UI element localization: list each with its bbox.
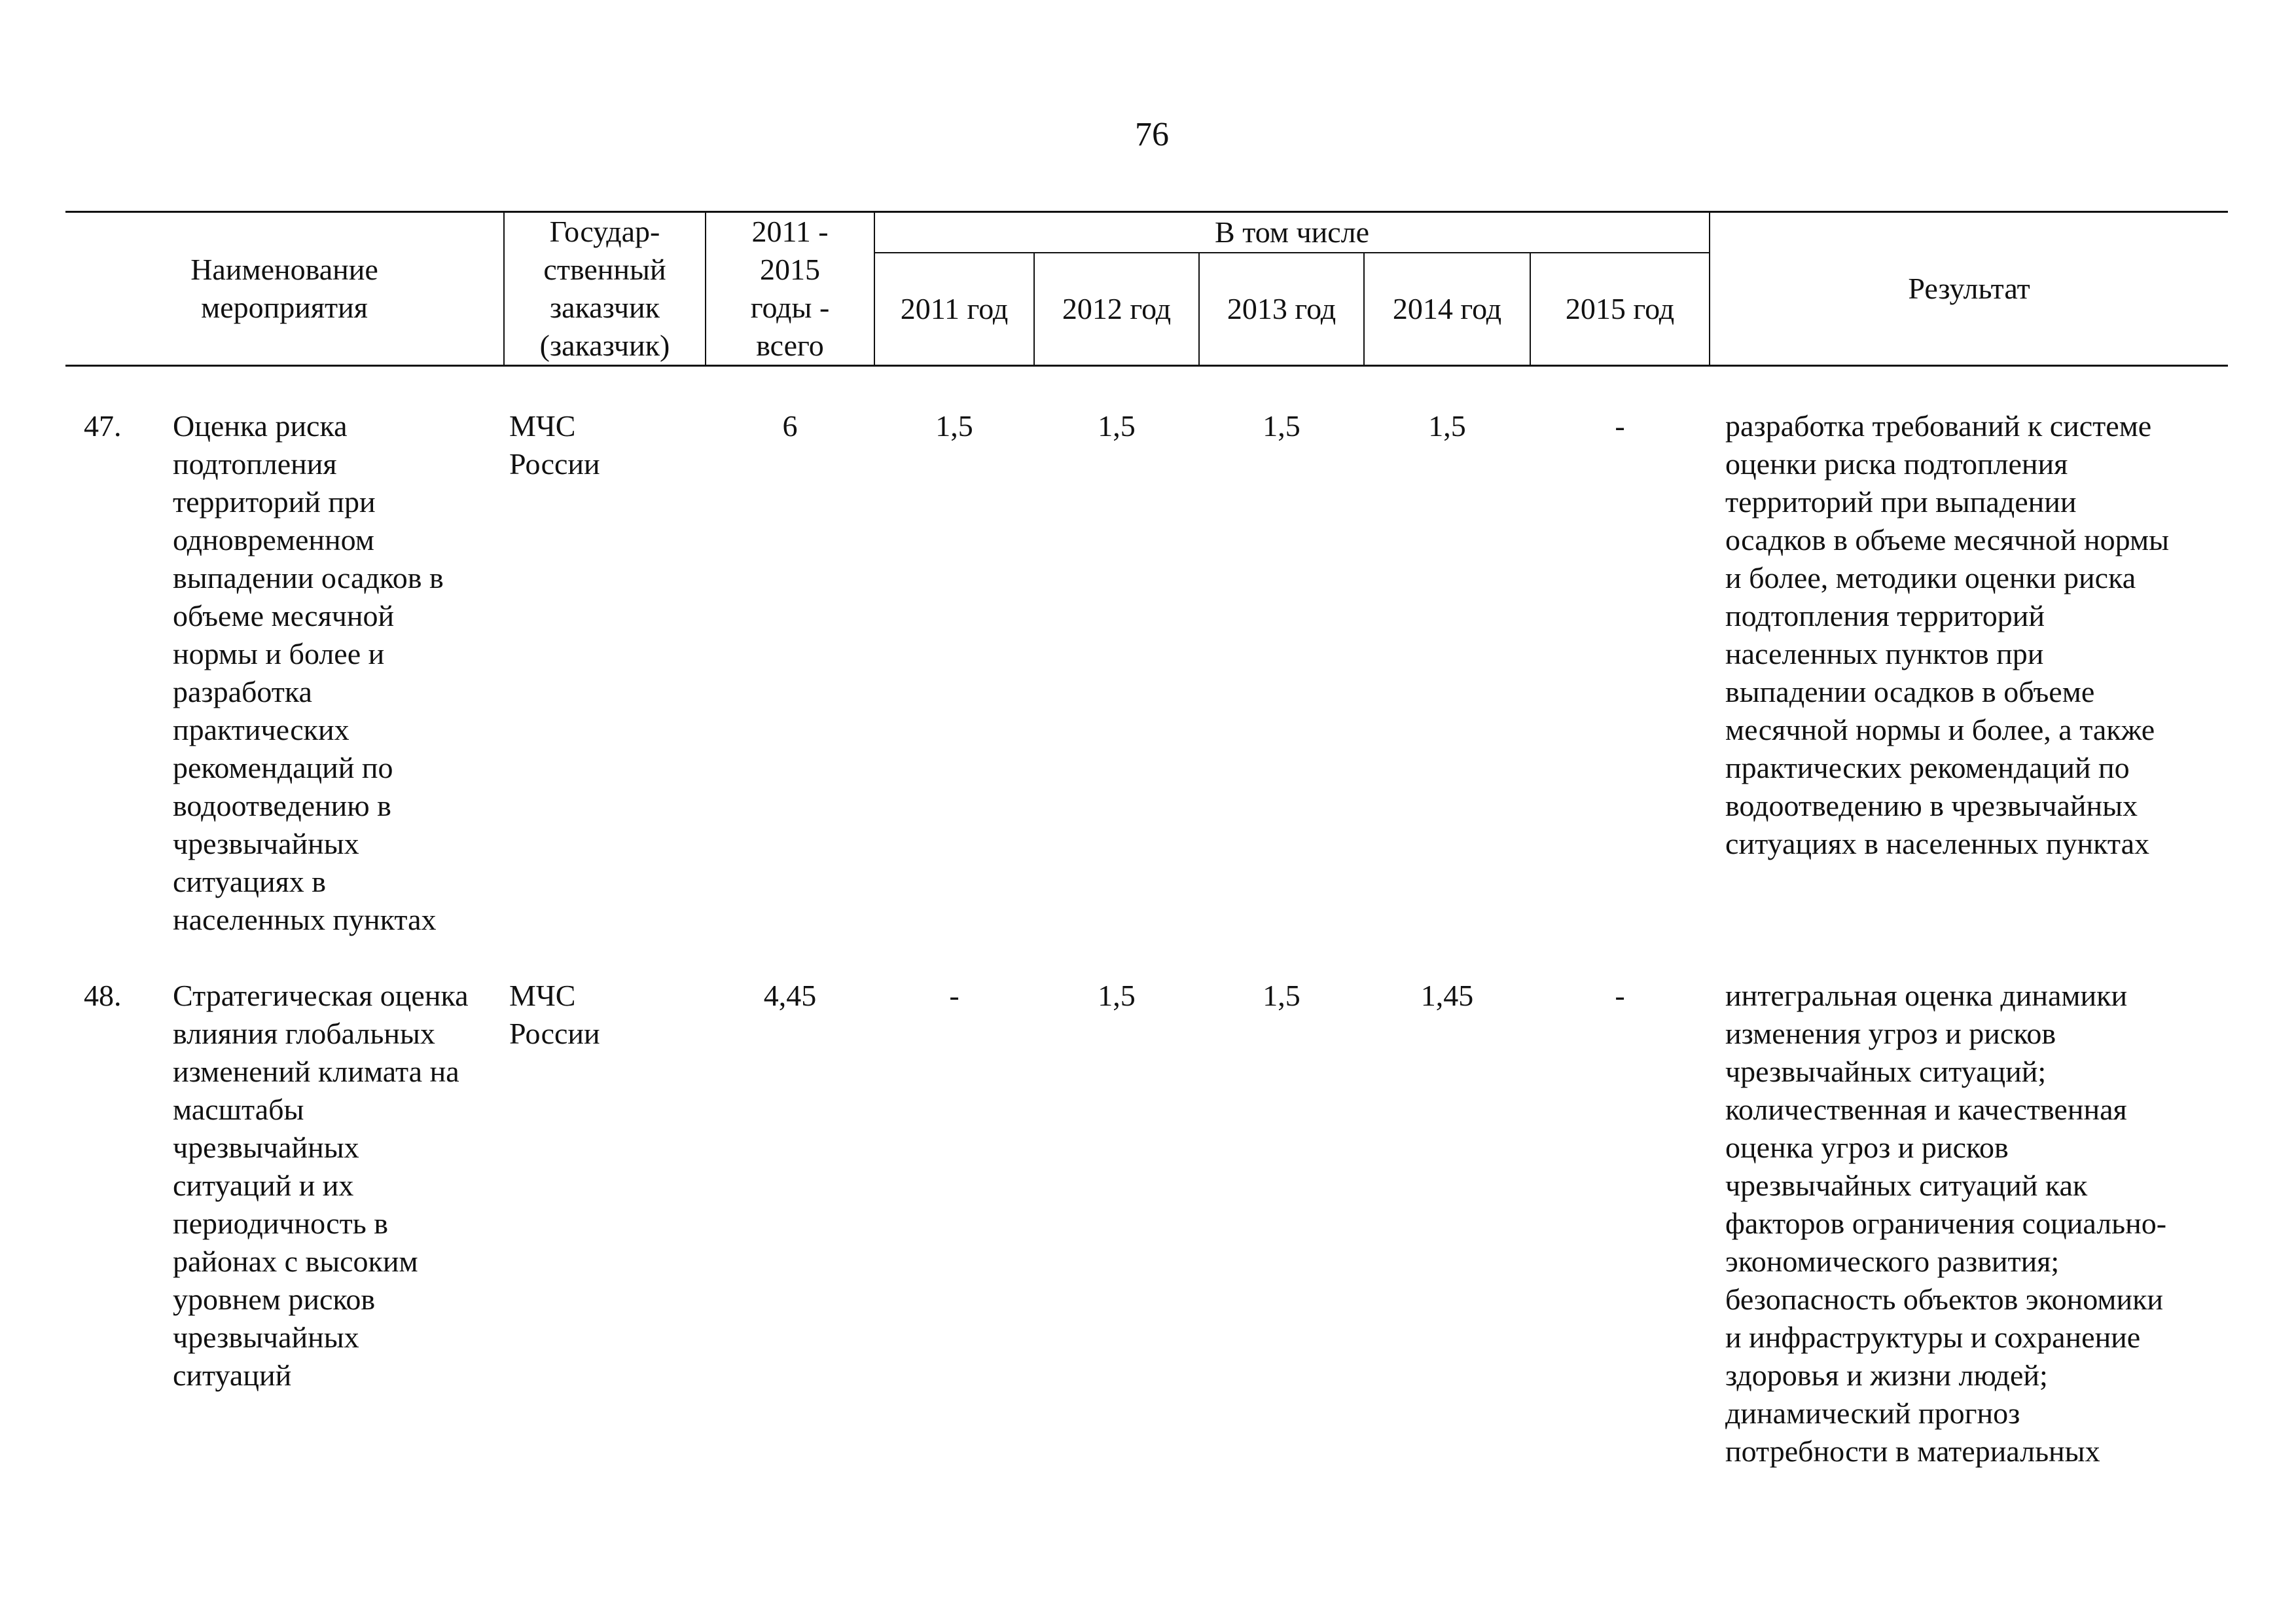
row-number: 47. bbox=[84, 409, 122, 443]
header-year-2013: 2013 год bbox=[1199, 253, 1364, 366]
header-total: 2011 - 2015 годы - всего bbox=[706, 212, 874, 366]
row-customer: МЧС России bbox=[509, 409, 600, 481]
header-customer: Государ- ственный заказчик (заказчик) bbox=[504, 212, 706, 366]
header-name: Наименование мероприятия bbox=[65, 212, 504, 366]
header-result: Результат bbox=[1710, 212, 2228, 366]
table-header bbox=[65, 212, 2228, 366]
row-y2013: 1,5 bbox=[1263, 979, 1300, 1012]
table-body bbox=[65, 366, 2228, 1471]
row-result: разработка требований к системе оценки риска подтопления территорий при выпадении осадков в объеме месячной нормы и более, методики оценки риска подтопления территорий населенных пунктов при выпадении осадков в объеме месячной нормы и более, а также практических рекомендаций по водоотведению в чрезвычайных ситуациях в населенных пунктах bbox=[1725, 409, 2169, 860]
row-y2011: - bbox=[949, 979, 960, 1012]
header-including: В том числе bbox=[874, 212, 1710, 253]
row-total: 6 bbox=[782, 409, 798, 443]
page-number: 76 bbox=[1135, 116, 1169, 153]
header-year-2012: 2012 год bbox=[1034, 253, 1199, 366]
row-total: 4,45 bbox=[763, 979, 817, 1012]
row-y2015: - bbox=[1615, 979, 1625, 1012]
row-y2012: 1,5 bbox=[1098, 409, 1136, 443]
header-year-2014: 2014 год bbox=[1364, 253, 1530, 366]
row-result: интегральная оценка динамики изменения угроз и рисков чрезвычайных ситуаций; количественная и качественная оценка угроз и рисков чрезвычайных ситуаций как факторов ограничения социально- экономического развития; безопасность объектов экономики и инфраструктуры и сохранение здоровья и жизни людей; динамический прогноз потребности в материальных bbox=[1725, 979, 2167, 1468]
row-y2012: 1,5 bbox=[1098, 979, 1136, 1012]
header-year-2011: 2011 год bbox=[874, 253, 1034, 366]
row-name: Оценка риска подтопления территорий при одновременном выпадении осадков в объеме месячной нормы и более и разработка практических рекомендаций по водоотведению в чрезвычайных ситуациях в населенных пунктах bbox=[173, 409, 444, 936]
row-y2011: 1,5 bbox=[935, 409, 973, 443]
table-row bbox=[65, 407, 2228, 939]
row-name: Стратегическая оценка влияния глобальных изменений климата на масштабы чрезвычайных ситуаций и их периодичность в районах с высоким уровнем рисков чрезвычайных ситуаций bbox=[173, 979, 469, 1392]
row-y2013: 1,5 bbox=[1263, 409, 1300, 443]
row-number: 48. bbox=[84, 979, 122, 1012]
measures-table bbox=[65, 211, 2228, 1470]
row-y2015: - bbox=[1615, 409, 1625, 443]
table-row bbox=[65, 977, 2228, 1470]
header-year-2015: 2015 год bbox=[1530, 253, 1710, 366]
row-customer: МЧС России bbox=[509, 979, 600, 1050]
row-name-cell bbox=[65, 407, 504, 939]
row-name-cell bbox=[65, 977, 504, 1470]
row-y2014: 1,5 bbox=[1428, 409, 1466, 443]
measures-table-container bbox=[65, 211, 2228, 1470]
row-y2014: 1,45 bbox=[1420, 979, 1474, 1012]
